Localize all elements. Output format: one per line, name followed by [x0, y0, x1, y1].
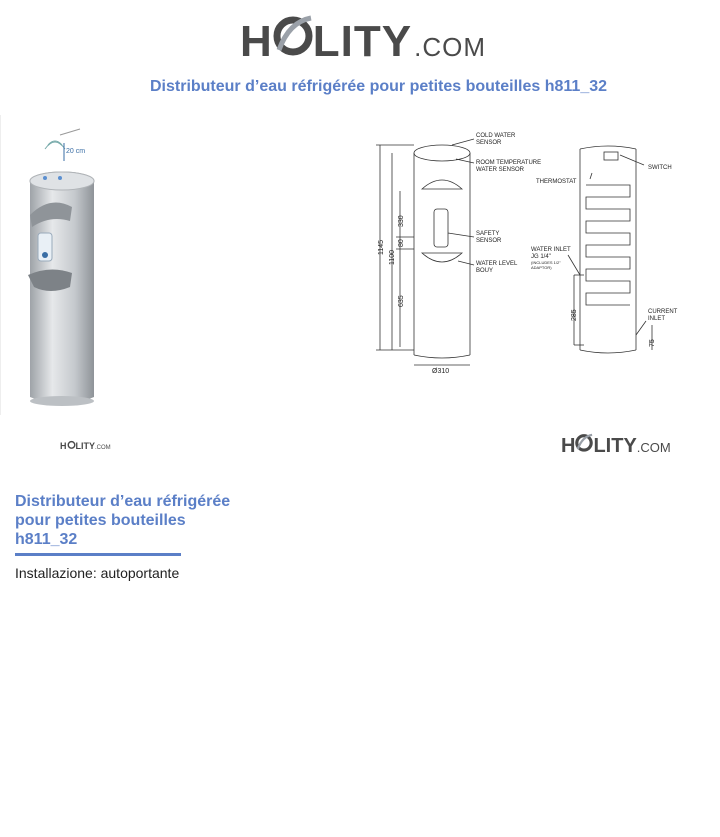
label-room-temp-1: ROOM TEMPERATURE	[476, 160, 542, 166]
dim-80: 80	[398, 239, 405, 247]
product-title	[15, 492, 255, 549]
label-safety-1: SAFETY	[476, 231, 500, 237]
brand-logo-right	[561, 432, 671, 458]
sensor-wave-icon	[45, 129, 80, 149]
logo-small-h: H	[60, 441, 67, 451]
label-cold-water-1: COLD WATER	[476, 133, 516, 139]
label-room-temp-2: WATER SENSOR	[476, 167, 525, 173]
logo-small-o-icon	[67, 440, 76, 451]
logo-letters: LITY	[312, 17, 413, 66]
product-title-line-1: Distributeur d’eau réfrigérée	[15, 493, 231, 510]
label-water-inlet-3: (INCLUDES 1/2"	[531, 260, 561, 265]
label-water-inlet-1: WATER INLET	[531, 247, 571, 253]
sensor-distance-label: 20 cm	[66, 148, 86, 155]
label-safety-2: SENSOR	[476, 238, 502, 244]
logo-small-com: .COM	[95, 445, 111, 451]
label-water-level-1: WATER LEVEL	[476, 261, 518, 267]
logo-o-icon	[273, 12, 313, 67]
label-cold-water-2: SENSOR	[476, 140, 502, 146]
logo-small-letters: LITY	[75, 441, 95, 451]
dim-1100: 1100	[389, 249, 396, 265]
logo-right-com: .COM	[636, 440, 671, 455]
side-technical-drawing	[528, 125, 690, 360]
label-current-inlet-2: INLET	[648, 316, 666, 322]
label-current-inlet-1: CURRENT	[648, 309, 678, 315]
product-title-line-3: h811_32	[15, 531, 78, 548]
label-water-inlet-2: JG 1/4"	[531, 254, 551, 260]
label-water-inlet-4: ADAPTOR)	[531, 265, 552, 270]
dim-310: Ø310	[432, 368, 450, 375]
dim-330: 330	[398, 215, 405, 227]
label-thermostat: THERMOSTAT	[536, 179, 577, 185]
logo-right-letters: LITY	[593, 435, 637, 457]
brand-logo	[240, 12, 486, 68]
page-headline: Distributeur d’eau réfrigérée pour petites bouteilles h811_32	[149, 78, 608, 95]
logo-letter-h: H	[240, 17, 273, 66]
installation-spec: Installazione: autoportante	[15, 565, 180, 581]
dim-635: 635	[398, 295, 405, 307]
product-title-line-2: pour petites bouteilles	[15, 512, 186, 529]
logo-right-o-icon	[575, 432, 593, 458]
brand-logo-small	[60, 440, 111, 451]
logo-com: .COM	[414, 32, 486, 62]
logo-right-h: H	[561, 435, 576, 457]
dim-1145: 1145	[378, 239, 385, 255]
title-divider	[15, 553, 181, 556]
label-switch: SWITCH	[648, 165, 672, 171]
label-water-level-2: BOUY	[476, 268, 494, 274]
product-photo	[0, 115, 120, 415]
dim-285: 285	[571, 309, 578, 321]
dim-75: 75	[649, 339, 656, 347]
